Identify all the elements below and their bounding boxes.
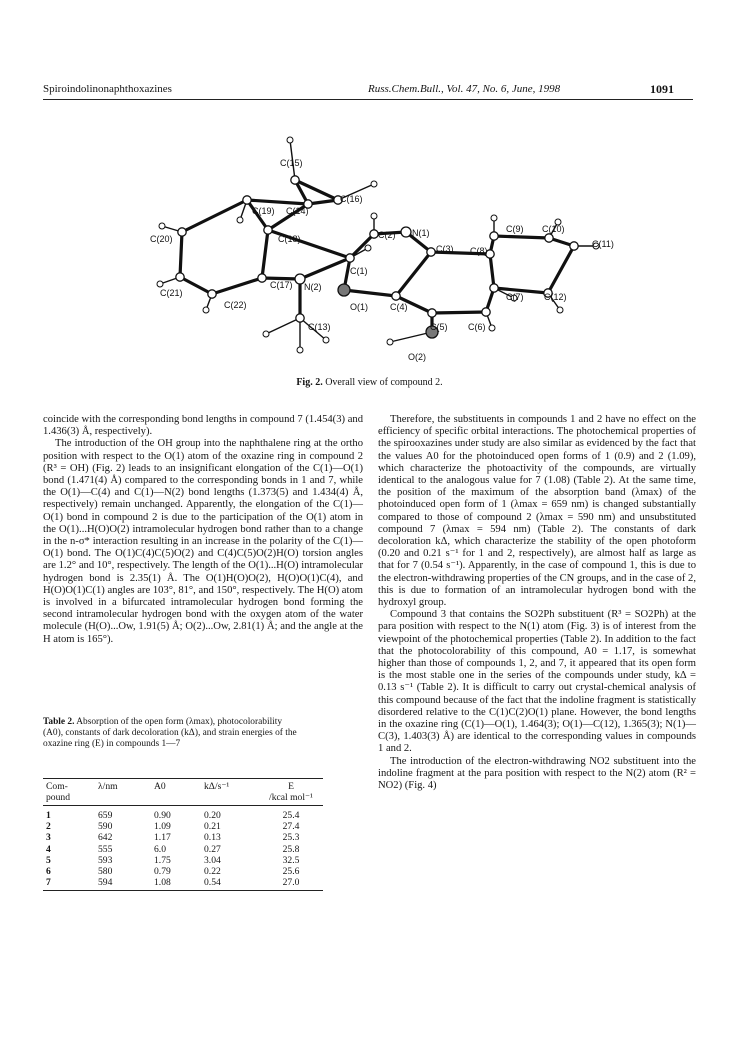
bond-C19-C14 — [247, 200, 308, 204]
atom-C4 — [392, 292, 400, 300]
atom-label: C(5) — [430, 322, 448, 332]
atom-label: C(12) — [544, 292, 567, 302]
bond-C5-C6 — [432, 312, 486, 313]
table-cell-compound: 3 — [46, 832, 51, 844]
table-row — [43, 866, 323, 877]
atom-label: C(18) — [278, 234, 301, 244]
atom-label: O(1) — [350, 302, 368, 312]
table-caption-text: Absorption of the open form (λmax), photocolorability (A0), constants of dark decoloration (kΔ), and strain energies of the oxazine ring (E) in compounds 1—7 — [43, 717, 297, 749]
atom-C9 — [490, 232, 498, 240]
table-caption — [43, 717, 301, 750]
running-header-journal: Russ.Chem.Bull., Vol. 47, No. 6, June, 1998 — [368, 83, 561, 95]
table-cell: 580 — [98, 866, 113, 878]
atom-C2 — [370, 230, 378, 238]
hydrogen-atom — [157, 281, 163, 287]
bond-C17-N2 — [262, 278, 300, 279]
table-row — [43, 832, 323, 843]
table-2 — [43, 778, 323, 891]
table-row — [43, 844, 323, 855]
atom-label: C(22) — [224, 300, 247, 310]
atom-label: C(11) — [592, 239, 614, 249]
table-cell: 0.20 — [204, 810, 221, 821]
bond-C19-C20 — [182, 200, 247, 232]
left-paragraph-2: The introduction of the OH group into the naphthalene ring at the ortho position with respect to the O(1) atom of the oxazine ring in compound 2 (R³ = OH) (Fig. 2) leads to an insignificant elongation of the C(1)—O(1) bond (1.471(4) Å) compared to the corresponding bonds in 1 and 7, while the O(1)—C(4) and C(1)—N(2) bond lengths (1.373(5) and 1.434(4) Å, respectively) remain unchanged. Apparently, the elongation of the C(1)—O(1) bond in compound 2 is due to the participation of the O(1) atom in the O(1)...H(O)O(2) intramolecular hydrogen bond rather than to a change in the n-σ* interaction resulting in an increase in the polarity of the C(1)—O(1) bond. The O(1)C(4)C(5)O(2) and C(4)C(5)O(2)H(O) torsion angles are 1.2° and 10°, respectively. The length of the O(1)...H(O) intramolecular hydrogen bond is 2.35(1) Å. The O(1)H(O)O(2), H(O)O(1)C(4), and H(O)O(1)C(1) angles are 103°, 81°, and 150°, respectively. The H(O) atom is involved in a bifurcated intramolecular hydrogen bond forming the second intramolecular hydrogen bond with the oxygen atom of the water molecule (H(O)...Ow, 1.91(5) Å; O(2)...Ow, 2.81(1) Å; and the angle at the H atom is 165°). — [43, 438, 363, 645]
table-header-kdelta: kΔ/s⁻¹ — [201, 779, 259, 806]
atom-label: C(7) — [506, 292, 524, 302]
table-cell: 594 — [95, 877, 151, 891]
molecular-structure-figure — [140, 122, 620, 372]
atom-label: C(1) — [350, 266, 368, 276]
table-header-lambda: λ/nm — [95, 779, 151, 806]
atom-C13 — [296, 314, 304, 322]
table-cell: 25.4 — [282, 810, 300, 821]
atom-label: C(17) — [270, 280, 293, 290]
table-cell: 0.90 — [154, 810, 171, 821]
atom-label: C(6) — [468, 322, 486, 332]
table-cell: 0.13 — [204, 832, 221, 844]
table-header-compound: Com- pound — [43, 779, 95, 806]
hydrogen-atom — [491, 215, 497, 221]
bond-C4-C3 — [396, 252, 431, 296]
atom-label: C(4) — [390, 302, 408, 312]
atom-label: C(14) — [286, 206, 309, 216]
table-cell: 0.79 — [154, 866, 171, 878]
atom-label: N(1) — [412, 228, 430, 238]
left-column — [43, 414, 363, 646]
atom-label: C(2) — [378, 230, 396, 240]
atom-label: C(10) — [542, 224, 565, 234]
atom-C5 — [428, 309, 436, 317]
right-column — [378, 414, 696, 792]
table-cell: 1.08 — [151, 877, 201, 891]
table-row — [43, 821, 323, 832]
atom-C3 — [427, 248, 435, 256]
atom-C15 — [291, 176, 299, 184]
bond-C9-C10 — [494, 236, 549, 238]
hydrogen-atom — [323, 337, 329, 343]
table-cell-compound: 1 — [46, 810, 51, 821]
atom-C7 — [490, 284, 498, 292]
atom-C21 — [176, 273, 184, 281]
table-cell: 1.09 — [154, 821, 171, 833]
atom-label: C(21) — [160, 288, 183, 298]
running-header-title: Spiroindolinonaphthoxazines — [43, 83, 172, 95]
bond-C22-C17 — [212, 278, 262, 294]
hydrogen-atom — [489, 325, 495, 331]
table-cell: 659 — [98, 810, 113, 821]
table-cell-compound: 2 — [46, 821, 51, 833]
atom-O1 — [338, 284, 350, 296]
table-cell: 32.5 — [282, 854, 300, 866]
atom-C11 — [570, 242, 578, 250]
bond-C17-C18 — [262, 230, 268, 278]
bond-O1-C4 — [344, 290, 396, 296]
table-cell: 555 — [98, 843, 113, 855]
table-cell: 1.17 — [154, 832, 171, 844]
table-cell: 0.27 — [204, 843, 221, 855]
atom-label: C(3) — [436, 244, 454, 254]
table-cell-compound: 5 — [46, 854, 51, 866]
hydrogen-atom — [297, 347, 303, 353]
table-cell: 593 — [98, 854, 113, 866]
atom-C17 — [258, 274, 266, 282]
table-header-energy: E /kcal mol⁻¹ — [259, 779, 323, 806]
atom-label: C(16) — [340, 194, 363, 204]
left-paragraph-1: coincide with the corresponding bond lengths in compound 7 (1.454(3) and 1.436(3) Å, respectively). — [43, 414, 363, 438]
table-cell-compound: 7 — [43, 877, 95, 891]
hydrogen-atom — [263, 331, 269, 337]
hydrogen-atom — [203, 307, 209, 313]
bond-C7-C8 — [490, 254, 494, 288]
table-cell: 25.3 — [282, 832, 300, 844]
atom-C10 — [545, 234, 553, 242]
atom-label: C(9) — [506, 224, 524, 234]
atom-label: C(15) — [280, 158, 303, 168]
bond-N2-C1 — [300, 258, 350, 279]
hydrogen-atom — [365, 245, 371, 251]
atom-N1 — [401, 227, 411, 237]
table-cell: 642 — [98, 832, 113, 844]
hydrogen-atom — [371, 181, 377, 187]
page-number: 1091 — [650, 82, 674, 96]
table-cell: 6.0 — [154, 843, 166, 855]
table-cell: 0.54 — [201, 877, 259, 891]
atom-label: C(8) — [470, 246, 488, 256]
atom-label: N(2) — [304, 282, 322, 292]
atom-label: C(13) — [308, 322, 331, 332]
hydrogen-atom — [159, 223, 165, 229]
bond-C11-C12 — [548, 246, 574, 293]
table-cell: 25.8 — [282, 843, 300, 855]
atom-label: O(2) — [408, 352, 426, 362]
hydrogen-atom — [287, 137, 293, 143]
table-row — [43, 806, 323, 822]
hydrogen-bond — [266, 318, 300, 334]
table-header-a0: A0 — [151, 779, 201, 806]
table-cell: 1.75 — [154, 854, 171, 866]
right-paragraph-2: Compound 3 that contains the SO2Ph substituent (R³ = SO2Ph) at the para position with respect to the N(1) atom (Fig. 3) is of interest from the viewpoint of the photochemical properties (Table 2). In addition to the fact that the photocolorability of this compound, A0 = 1.17, is somewhat higher than those of compounds 1, 2, and 7, it appeared that its open form is the most stable one in the series of the compounds under study, kΔ = 0.13 s⁻¹ (Table 2). It is difficult to carry out crystal-chemical analysis of this compound because of the fact that the indoline fragment is statistically disordered relative to the C(1)C(2)O(1) plane. However, the bond lengths in the oxazine ring (C(1)—O(1), 1.464(3); O(1)—C(12), 1.365(3); N(1)—C(3), 1.403(3) Å) are identical to the corresponding values in compounds 1 and 2. — [378, 609, 696, 755]
atom-C1 — [346, 254, 354, 262]
hydrogen-atom — [387, 339, 393, 345]
table-caption-label: Table 2. — [43, 717, 75, 727]
table-cell-compound: 6 — [46, 866, 51, 878]
header-rule — [43, 99, 693, 100]
table-cell: 27.0 — [259, 877, 323, 891]
table-cell-compound: 4 — [46, 843, 51, 855]
table-cell: 0.21 — [204, 821, 221, 833]
atom-C19 — [243, 196, 251, 204]
atom-label: C(19) — [252, 206, 275, 216]
table-cell: 3.04 — [204, 854, 221, 866]
right-paragraph-1: Therefore, the substituents in compounds 1 and 2 have no effect on the efficiency of specific orbital interactions. The photochemical properties of the spirooxazines under study are also similar as evidenced by the fact that the values A0 for the photoinduced open forms of 1 (0.9) and 2 (1.09), which characterize the photoactivity of the compounds, are virtually identical to the analogous value for 7 (1.08) (Table 2). At the same time, the position of the maximum of the absorption band (λmax) of the photoinduced open form of 1 (λmax = 659 nm) is changed substantially compared to those of compound 2 (λmax = 590 nm) and unsubstituted compound 7 (λmax = 594 nm) (Table 2). The constants of dark decoloration kΔ, which characterize the stability of the open photoform (0.20 and 0.21 s⁻¹ for 1 and 2, respectively), are almost half as large as that for 7 (0.54 s⁻¹). Apparently, in the case of compound 1, this is due to the electron-withdrawing properties of the CN groups, and in the case of 2, this is due to formation of an intramolecular hydrogen bond with the hydroxyl group. — [378, 414, 696, 609]
atom-C22 — [208, 290, 216, 298]
bond-C20-C21 — [180, 232, 182, 277]
atom-C6 — [482, 308, 490, 316]
table-cell: 590 — [98, 821, 113, 833]
figure-caption-label: Fig. 2. — [296, 377, 323, 388]
table-cell: 25.6 — [282, 866, 300, 878]
figure-caption — [0, 377, 739, 388]
right-paragraph-3: The introduction of the electron-withdrawing NO2 substituent into the indoline fragment at the para position with respect to the N(2) atom (R² = NO2) (Fig. 4) — [378, 755, 696, 792]
hydrogen-atom — [237, 217, 243, 223]
table-row — [43, 855, 323, 866]
atom-C20 — [178, 228, 186, 236]
figure-caption-text: Overall view of compound 2. — [325, 377, 443, 388]
atom-C18 — [264, 226, 272, 234]
bond-C21-C22 — [180, 277, 212, 294]
atom-label: C(20) — [150, 234, 173, 244]
table-row — [43, 877, 323, 891]
table-cell: 27.4 — [282, 821, 300, 833]
table-cell: 0.22 — [204, 866, 221, 878]
hydrogen-atom — [557, 307, 563, 313]
hydrogen-atom — [371, 213, 377, 219]
